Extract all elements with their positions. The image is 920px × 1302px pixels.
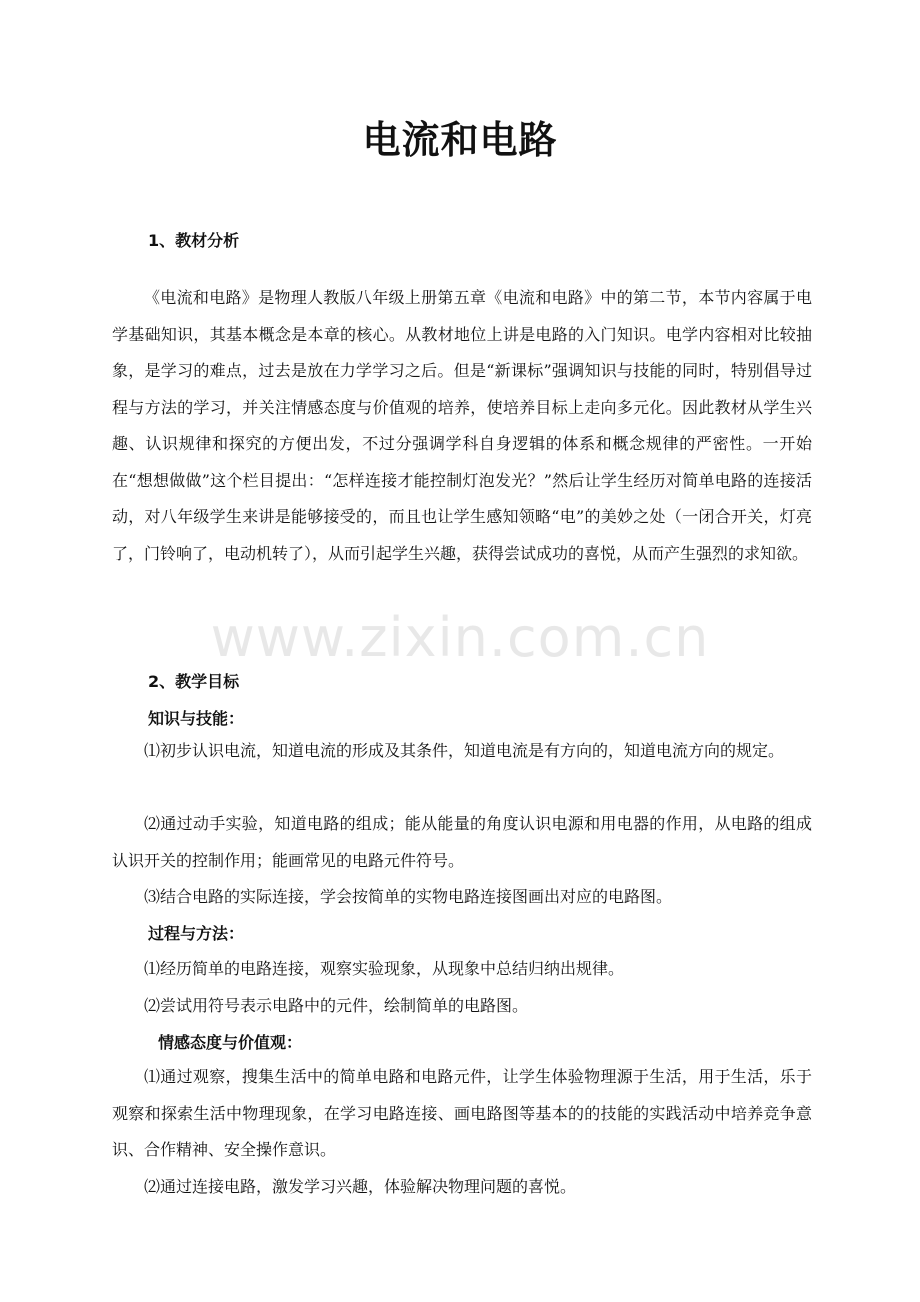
section-heading-objectives: 2、教学目标 — [148, 672, 240, 691]
knowledge-item-2: ⑵通过动手实验，知道电路的组成；能从能量的角度认识电源和用电器的作用，从电路的组成认识开关的控制作用；能画常见的电路元件符号。 — [112, 814, 812, 870]
analysis-paragraph: 《电流和电路》是物理人教版八年级上册第五章《电流和电路》中的第二节，本节内容属于电学基础知识，其基本概念是本章的核心。从教材地位上讲是电路的入门知识。电学内容相对比较抽象，是学习的难点，过去是放在力学学习之后。但是“新课标”强调知识与技能的同时，特别倡导过程与方法的学习，并关注情感态度与价值观的培养，使培养目标上走向多元化。因此教材从学生兴趣、认识规律和探究的方便出发，不过分强调学科自身逻辑的体系和概念规律的严密性。一开始在“想想做做”这个栏目提出：“怎样连接才能控制灯泡发光？”然后让学生经历对简单电路的连接活动，对八年级学生来讲是能够接受的，而且也让学生感知领略“电”的美妙之处（一闭合开关，灯亮了，门铃响了，电动机转了），从而引起学生兴趣，获得尝试成功的喜悦，从而产生强烈的求知欲。 — [112, 288, 812, 563]
process-item-2: ⑵尝试用符号表示电路中的元件，绘制简单的电路图。 — [144, 996, 529, 1015]
document-title: 电流和电路 — [362, 118, 558, 162]
watermark: www.zixin.com.cn — [210, 606, 710, 669]
section-heading-analysis: 1、教材分析 — [148, 231, 240, 250]
process-label: 过程与方法： — [148, 924, 245, 943]
knowledge-label: 知识与技能： — [148, 709, 245, 728]
emotion-item-2: ⑵通过连接电路，激发学习兴趣，体验解决物理问题的喜悦。 — [144, 1177, 577, 1196]
emotion-label: 情感态度与价值观： — [158, 1033, 303, 1052]
process-item-1: ⑴经历简单的电路连接，观察实验现象，从现象中总结归纳出规律。 — [144, 959, 625, 978]
knowledge-item-3: ⑶结合电路的实际连接，学会按简单的实物电路连接图画出对应的电路图。 — [144, 887, 673, 906]
knowledge-item-1: ⑴初步认识电流，知道电流的形成及其条件，知道电流是有方向的，知道电流方向的规定。 — [144, 741, 785, 760]
emotion-item-1: ⑴通过观察，搜集生活中的简单电路和电路元件，让学生体验物理源于生活，用于生活，乐于观察和探索生活中物理现象，在学习电路连接、画电路图等基本的的技能的实践活动中培养竞争意识、合作精神、安全操作意识。 — [112, 1067, 812, 1159]
